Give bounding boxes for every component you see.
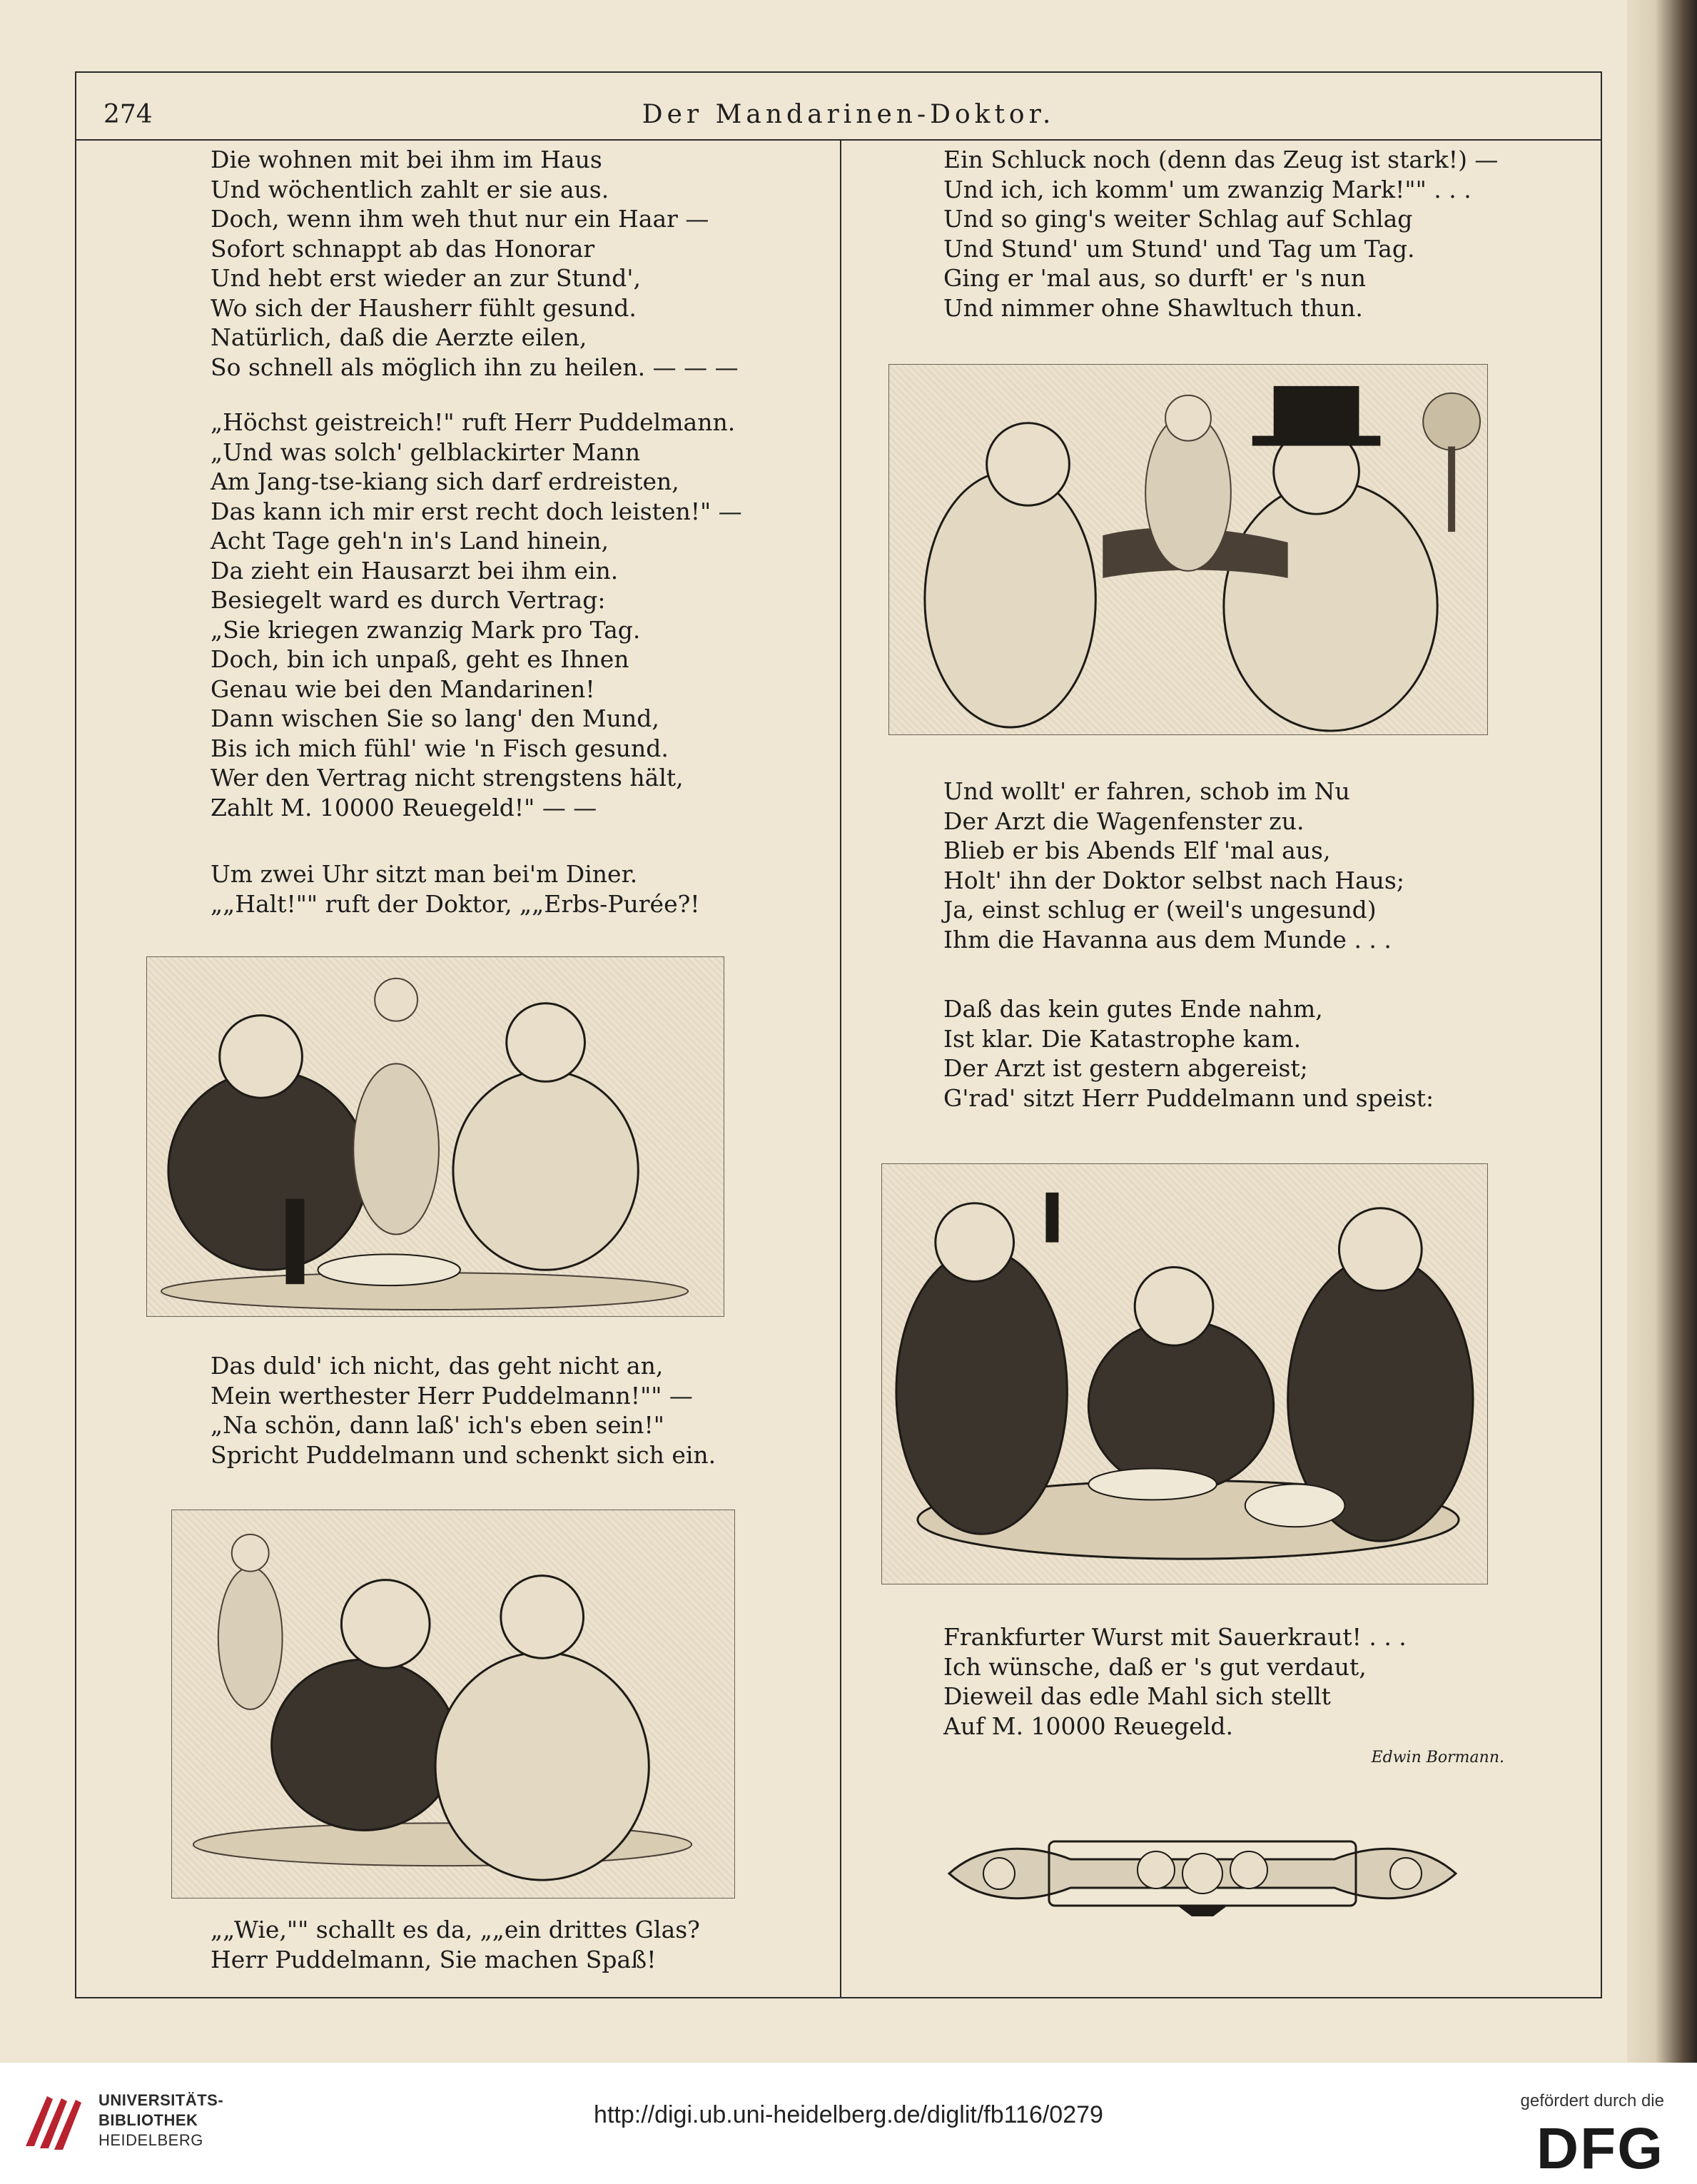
- left-stanza-3: [211, 859, 700, 919]
- verse-line: Ja, einst schlug er (weil's ungesund): [943, 896, 1377, 924]
- verse-line: „Und was solch' gelblackirter Mann: [211, 438, 641, 466]
- library-name-line1: UNIVERSITÄTS-: [98, 2091, 224, 2109]
- left-stanza-4: [211, 1351, 716, 1470]
- verse-line: Der Arzt ist gestern abgereist;: [943, 1054, 1308, 1082]
- verse-line: Herr Puddelmann, Sie machen Spaß!: [211, 1945, 657, 1973]
- library-name-line2: BIBLIOTHEK: [98, 2111, 198, 2129]
- verse-line: Holt' ihn der Doktor selbst nach Haus;: [943, 866, 1404, 894]
- left-stanza-1: [211, 145, 739, 382]
- verse-line: Blieb er bis Abends Elf 'mal aus,: [943, 836, 1331, 864]
- verse-line: Doch, bin ich unpaß, geht es Ihnen: [211, 645, 629, 673]
- verse-line: Um zwei Uhr sitzt man bei'm Diner.: [211, 860, 638, 888]
- verse-line: Doch, wenn ihm weh thut nur ein Haar —: [211, 205, 709, 233]
- verse-line: Spricht Puddelmann und schenkt sich ein.: [211, 1440, 716, 1469]
- page-edge-shadow: [1627, 0, 1697, 2063]
- verse-line: Und nimmer ohne Shawltuch thun.: [943, 293, 1363, 322]
- verse-line: Auf M. 10000 Reuegeld.: [943, 1712, 1234, 1740]
- left-stanza-2: [211, 408, 742, 822]
- funded-by-label: gefördert durch die: [1520, 2091, 1664, 2110]
- right-stanza-4: [943, 1622, 1407, 1741]
- verse-line: Das kann ich mir erst recht doch leisten!" —: [211, 497, 742, 525]
- verse-line: „Sie kriegen zwanzig Mark pro Tag.: [211, 615, 641, 644]
- verse-line: Und ich, ich komm' um zwanzig Mark!"" . . .: [943, 175, 1471, 203]
- verse-line: Und wöchentlich zahlt er sie aus.: [211, 175, 609, 203]
- dfg-logo: DFG: [1536, 2116, 1664, 2181]
- verse-line: Daß das kein gutes Ende nahm,: [943, 995, 1323, 1023]
- verse-line: Mein werthester Herr Puddelmann!"" —: [211, 1381, 693, 1410]
- verse-line: Ging er 'mal aus, so durft' er 's nun: [943, 264, 1367, 292]
- verse-line: G'rad' sitzt Herr Puddelmann und speist:: [943, 1083, 1434, 1112]
- verse-line: Ihm die Havanna aus dem Munde . . .: [943, 925, 1392, 954]
- column-divider: [840, 139, 841, 1998]
- illustration-third-glass: [171, 1510, 735, 1899]
- verse-line: Natürlich, daß die Aerzte eilen,: [211, 323, 587, 351]
- illustration-frankfurter-dinner: [881, 1163, 1488, 1584]
- verse-line: „Na schön, dann laß' ich's eben sein!": [211, 1411, 664, 1439]
- page-title: Der Mandarinen-Doktor.: [642, 100, 1055, 129]
- verse-line: Acht Tage geh'n in's Land hinein,: [211, 527, 609, 555]
- illustration-shawl: [888, 364, 1488, 735]
- verse-line: Ein Schluck noch (denn das Zeug ist stark!) —: [943, 146, 1499, 173]
- verse-line: Die wohnen mit bei ihm im Haus: [211, 146, 602, 173]
- verse-line: Dieweil das edle Mahl sich stellt: [943, 1682, 1331, 1710]
- verse-line: Und Stund' um Stund' und Tag um Tag.: [943, 234, 1415, 263]
- verse-line: Ist klar. Die Katastrophe kam.: [943, 1024, 1302, 1053]
- verse-line: Sofort schnappt ab das Honorar: [211, 234, 595, 263]
- verse-line: „„Halt!"" ruft der Doktor, „„Erbs-Purée?!: [211, 889, 700, 918]
- verse-line: Frankfurter Wurst mit Sauerkraut! . . .: [943, 1623, 1407, 1651]
- verse-line: Und so ging's weiter Schlag auf Schlag: [943, 205, 1413, 233]
- verse-line: Bis ich mich fühl' wie 'n Fisch gesund.: [211, 734, 669, 762]
- footer-bar: [0, 2063, 1697, 2184]
- verse-line: Besiegelt ward es durch Vertrag:: [211, 586, 606, 614]
- page-number: 274: [103, 100, 153, 129]
- verse-line: Da zieht ein Hausarzt bei ihm ein.: [211, 556, 619, 585]
- illustration-dinner-doctor: [146, 956, 724, 1317]
- verse-line: Und wollt' er fahren, schob im Nu: [943, 777, 1350, 805]
- decorative-ornament: [942, 1827, 1463, 1920]
- author-signature: Edwin Bormann.: [1371, 1749, 1504, 1766]
- verse-line: Zahlt M. 10000 Reuegeld!" — —: [211, 793, 597, 821]
- verse-line: Und hebt erst wieder an zur Stund',: [211, 264, 641, 292]
- verse-line: Das duld' ich nicht, das geht nicht an,: [211, 1352, 664, 1380]
- verse-line: Genau wie bei den Mandarinen!: [211, 674, 595, 703]
- verse-line: So schnell als möglich ihn zu heilen. — — —: [211, 353, 739, 381]
- source-url-link[interactable]: http://digi.ub.uni-heidelberg.de/diglit/fb116/0279: [594, 2101, 1103, 2128]
- verse-line: Dann wischen Sie so lang' den Mund,: [211, 704, 659, 732]
- verse-line: „„Wie,"" schallt es da, „„ein drittes Glas?: [211, 1916, 700, 1943]
- library-name-line3: HEIDELBERG: [98, 2131, 203, 2149]
- header-rule: [75, 139, 1602, 141]
- right-stanza-2: [943, 777, 1404, 954]
- verse-line: Ich wünsche, daß er 's gut verdaut,: [943, 1652, 1367, 1681]
- verse-line: „Höchst geistreich!" ruft Herr Puddelmann.: [211, 408, 736, 436]
- verse-line: Wer den Vertrag nicht strengstens hält,: [211, 764, 684, 792]
- left-stanza-5: [211, 1915, 700, 1974]
- verse-line: Wo sich der Hausherr fühlt gesund.: [211, 293, 637, 322]
- right-stanza-1: [943, 145, 1498, 323]
- verse-line: Der Arzt die Wagenfenster zu.: [943, 807, 1305, 835]
- verse-line: Am Jang-tse-kiang sich darf erdreisten,: [211, 467, 679, 495]
- right-stanza-3: [943, 994, 1434, 1113]
